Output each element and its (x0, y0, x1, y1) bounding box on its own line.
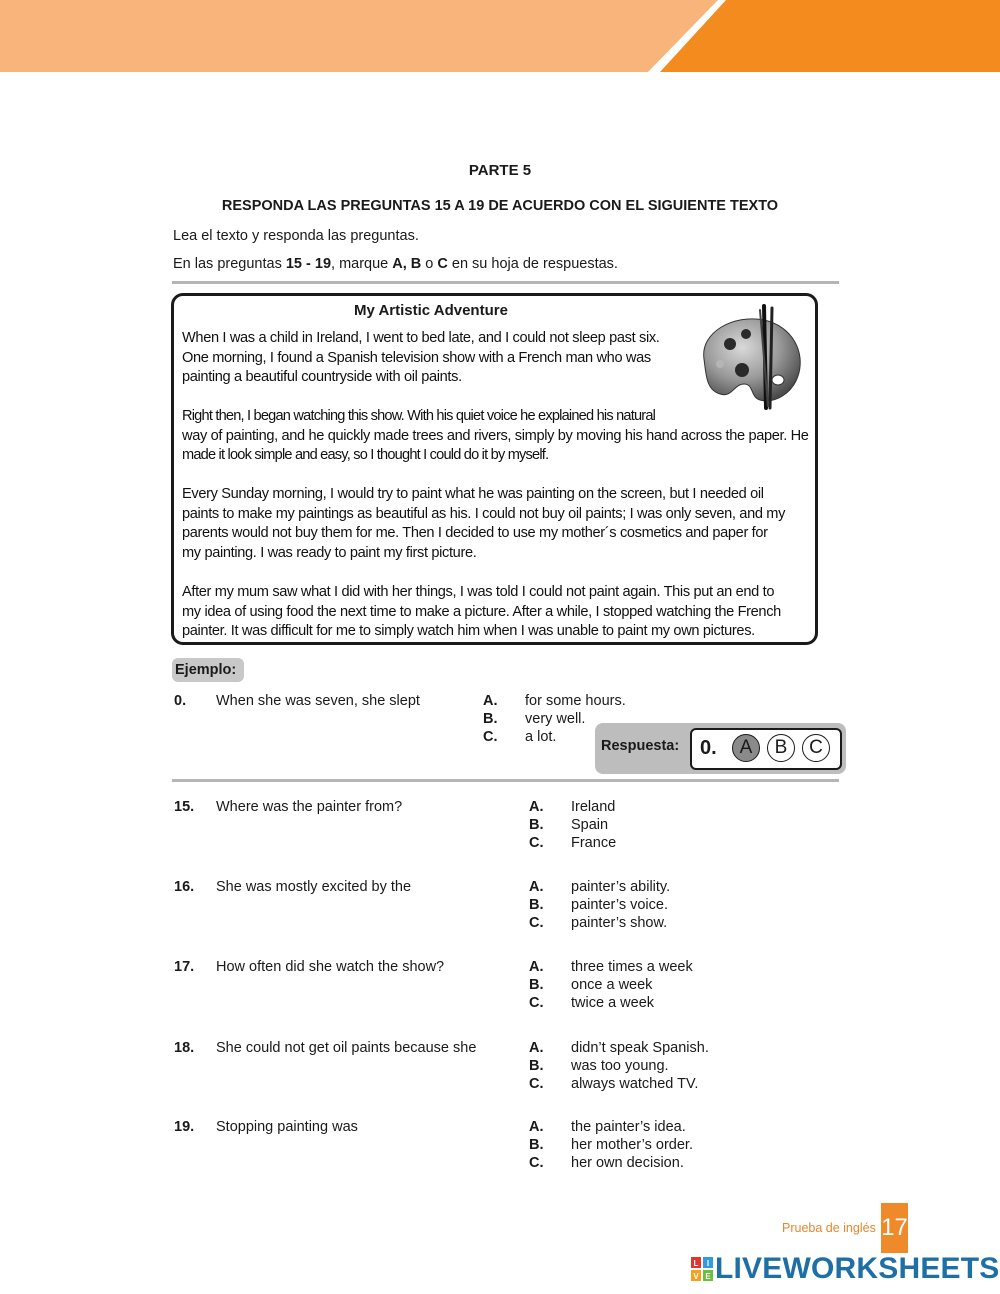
option-letter: C. (529, 835, 544, 851)
story-box (171, 293, 818, 645)
svg-text:I: I (706, 1259, 710, 1268)
option-text: once a week (571, 977, 653, 993)
option-letter: C. (529, 1155, 544, 1171)
question-number: 15. (174, 799, 195, 815)
story-paragraph-1: When I was a child in Ireland, I went to bed late, and I could not sleep past six. One morning, I found a Spanish television show with a French man who was painting a beautiful countryside with oil paints. (182, 330, 660, 386)
question-text: How often did she watch the show? (216, 959, 445, 975)
liveworksheets-squares-icon (691, 1257, 713, 1281)
option-letter: A. (529, 959, 544, 975)
option-letter: A. (529, 1119, 544, 1135)
liveworksheets-wordmark: LIVEWORKSHEETS (715, 1252, 1000, 1285)
question-text: Where was the painter from? (216, 799, 403, 815)
footer-label: Prueba de inglés (782, 1221, 876, 1235)
example-question: When she was seven, she slept (216, 693, 420, 709)
option-letter: A. (529, 1040, 544, 1056)
answer-sheet-row (690, 728, 842, 770)
option-letter: B. (529, 897, 544, 913)
example-option-letter: C. (483, 729, 498, 745)
example-option-letter: B. (483, 711, 498, 727)
page-number: 17 (881, 1203, 908, 1253)
svg-text:V: V (693, 1272, 699, 1281)
answer-label: Respuesta: (601, 738, 680, 754)
question-number: 18. (174, 1040, 195, 1056)
example-option-text: for some hours. (525, 693, 626, 709)
svg-text:L: L (693, 1259, 699, 1268)
instruction-line-2: En las preguntas 15 - 19, marque A, B o C en su hoja de respuestas. (173, 256, 618, 272)
svg-text:E: E (705, 1272, 711, 1281)
example-option-letter: A. (483, 693, 498, 709)
option-letter: B. (529, 1058, 544, 1074)
option-letter: A. (529, 879, 544, 895)
story-paragraph-4: After my mum saw what I did with her things, I was told I could not paint again. This put an end to my idea of using food the next time to make a picture. After a while, I stopped watching the French painter. It was difficult for me to simply watch him when I was unable to paint my own pictures. (182, 584, 781, 640)
story-paragraph-2: Right then, I began watching this show. With his quiet voice he explained his natural way of painting, and he quickly made trees and rivers, simply by moving his hand across the paper. He made it look simple and easy, so I thought I could do it by myself. (182, 408, 809, 464)
option-letter: B. (529, 977, 544, 993)
answer-bubble-a[interactable]: A (732, 734, 760, 762)
question-text: Stopping painting was (216, 1119, 358, 1135)
question-text: She was mostly excited by the (216, 879, 412, 895)
option-letter: C. (529, 995, 544, 1011)
option-letter: A. (529, 799, 544, 815)
option-text: her mother’s order. (571, 1137, 693, 1153)
instructions-title: RESPONDA LAS PREGUNTAS 15 A 19 DE ACUERDO CON EL SIGUIENTE TEXTO (221, 198, 779, 214)
option-letter: B. (529, 1137, 544, 1153)
answer-number: 0. (700, 737, 717, 759)
example-option-text: very well. (525, 711, 586, 727)
option-text: Spain (571, 817, 609, 833)
top-banner (0, 0, 1000, 72)
option-text: painter’s show. (571, 915, 668, 931)
question-number: 17. (174, 959, 195, 975)
question-number: 19. (174, 1119, 195, 1135)
paint-palette-icon (694, 304, 806, 410)
example-badge: Ejemplo: (172, 658, 244, 682)
answer-bubble-b[interactable]: B (767, 734, 795, 762)
option-text: always watched TV. (571, 1076, 699, 1092)
question-number: 16. (174, 879, 195, 895)
story-title: My Artistic Adventure (354, 302, 508, 319)
answer-box (595, 723, 846, 774)
example-option-text: a lot. (525, 729, 557, 745)
option-text: painter’s ability. (571, 879, 671, 895)
option-text: was too young. (571, 1058, 669, 1074)
option-text: three times a week (571, 959, 693, 975)
option-text: Ireland (571, 799, 616, 815)
divider-top (172, 281, 839, 284)
option-text: didn’t speak Spanish. (571, 1040, 709, 1056)
option-text: twice a week (571, 995, 655, 1011)
option-text: her own decision. (571, 1155, 684, 1171)
question-text: She could not get oil paints because she (216, 1040, 477, 1056)
option-letter: B. (529, 817, 544, 833)
option-text: the painter’s idea. (571, 1119, 686, 1135)
option-letter: C. (529, 1076, 544, 1092)
answer-bubble-c[interactable]: C (802, 734, 830, 762)
divider-bottom (172, 779, 839, 782)
part-title: PARTE 5 (468, 162, 532, 179)
option-letter: C. (529, 915, 544, 931)
option-text: painter’s voice. (571, 897, 668, 913)
example-number: 0. (174, 693, 187, 709)
option-text: France (571, 835, 617, 851)
instruction-line-1: Lea el texto y responda las preguntas. (173, 228, 419, 244)
story-paragraph-3: Every Sunday morning, I would try to paint what he was painting on the screen, but I needed oil paints to make my paintings as beautiful as his. I could not buy oil paints; I was only seven, and my parents would not buy them for me. Then I decided to use my mother´s cosmetics and paper for my painting. I was ready to paint my first picture. (182, 486, 786, 561)
